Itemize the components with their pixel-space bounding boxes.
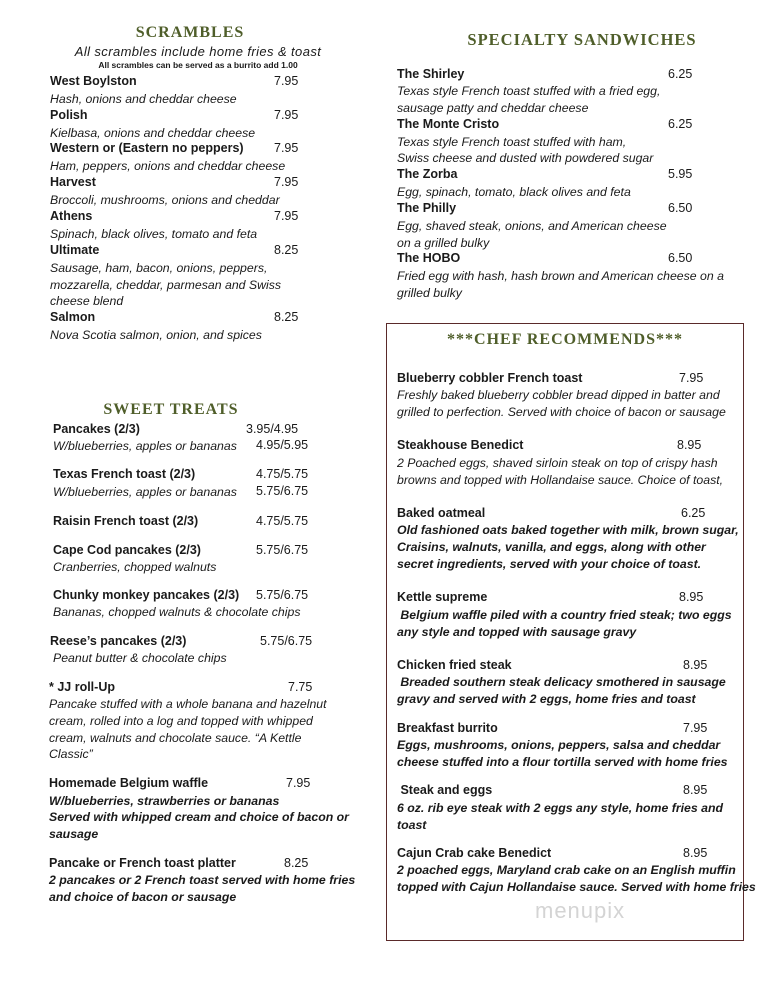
menu-item-desc: any style and topped with sausage gravy — [397, 625, 637, 639]
menu-item-price: 7.95 — [274, 141, 299, 155]
menu-item-name: West Boylston — [50, 74, 137, 88]
menu-item-name: Breakfast burrito — [397, 721, 498, 735]
menu-item-price: 7.95 — [274, 209, 299, 223]
menu-item-name: Blueberry cobbler French toast — [397, 371, 583, 385]
menu-item-price: 5.95 — [668, 167, 693, 181]
menu-item-price: 7.95 — [274, 74, 299, 88]
menu-item-name: Polish — [50, 108, 88, 122]
menu-item-desc: grilled to perfection. Served with choice of bacon or sausage — [397, 405, 726, 419]
menu-item-desc: mozzarella, cheddar, parmesan and Swiss — [50, 278, 282, 292]
menu-item-desc: Peanut butter & chocolate chips — [53, 651, 227, 665]
menu-item-desc: secret ingredients, served with your choice of toast. — [397, 557, 702, 571]
menu-item-price: 7.95 — [679, 371, 704, 385]
menu-item-price: 7.95 — [274, 175, 299, 189]
menu-item-desc: and choice of bacon or sausage — [49, 890, 237, 904]
menu-item-desc: W/blueberries, apples or bananas — [53, 439, 237, 453]
menu-item-name: Homemade Belgium waffle — [49, 776, 209, 790]
menu-item-desc: Freshly baked blueberry cobbler bread dipped in batter and — [397, 388, 720, 402]
menu-item-name: Baked oatmeal — [397, 506, 486, 520]
menu-item-name: Harvest — [50, 175, 96, 189]
menu-item-name: Chicken fried steak — [397, 658, 512, 672]
scrambles-note: All scrambles can be served as a burrito add 1.00 — [98, 60, 298, 70]
menu-item-desc: Eggs, mushrooms, onions, peppers, salsa and cheddar — [397, 738, 721, 752]
menu-item-name: * JJ roll-Up — [49, 680, 115, 694]
menu-item-price: 6.50 — [668, 201, 693, 215]
menu-item-name: The Monte Cristo — [397, 117, 500, 131]
menu-item-desc: Texas style French toast stuffed with ham, — [397, 135, 627, 149]
menu-item-name: Pancakes (2/3) — [53, 422, 140, 436]
menu-item-name: Ultimate — [50, 243, 100, 257]
menu-item-desc: Spinach, black olives, tomato and feta — [50, 227, 258, 241]
menu-item-desc: toast — [397, 818, 427, 832]
menu-item-desc: Texas style French toast stuffed with a fried egg, — [397, 84, 661, 98]
menu-item-desc: Nova Scotia salmon, onion, and spices — [50, 328, 262, 342]
menu-item-name: Steakhouse Benedict — [397, 438, 524, 452]
menu-item-price: 3.95/4.95 — [246, 422, 299, 436]
scrambles-title: SCRAMBLES — [135, 24, 245, 41]
scrambles-subtitle: All scrambles include home fries & toast — [74, 44, 322, 59]
menu-item-price: 8.95 — [677, 438, 702, 452]
menu-item-desc: Kielbasa, onions and cheddar cheese — [50, 126, 256, 140]
menu-item-desc: sausage patty and cheddar cheese — [397, 101, 589, 115]
menu-item-desc: Belgium waffle piled with a country fried steak; two eggs — [397, 608, 732, 622]
menu-item-desc: Hash, onions and cheddar cheese — [50, 92, 237, 106]
menu-item-desc: W/blueberries, strawberries or bananas — [49, 794, 280, 808]
menu-item-price: 6.25 — [681, 506, 706, 520]
menu-item-desc: Broccoli, mushrooms, onions and cheddar — [50, 193, 280, 207]
menu-item-name: Salmon — [50, 310, 96, 324]
menupix-watermark: menupix — [535, 898, 626, 923]
menu-item-price: 5.75/6.75 — [260, 634, 313, 648]
menu-item-desc: browns and topped with Hollandaise sauce. Choice of toast, — [397, 473, 724, 487]
menu-item-price: 4.75/5.75 — [256, 514, 309, 528]
menu-item-name: Steak and eggs — [397, 783, 493, 797]
menu-item-price: 7.95 — [683, 721, 708, 735]
menu-item-desc: sausage — [49, 827, 99, 841]
menu-item-price: 4.75/5.75 — [256, 467, 309, 481]
menu-item-desc: Egg, shaved steak, onions, and American cheese — [397, 219, 667, 233]
menu-item-price: 8.95 — [683, 783, 708, 797]
menu-item-name: The Philly — [397, 201, 457, 215]
menu-item-name: Reese’s pancakes (2/3) — [50, 634, 187, 648]
menu-item-price: 8.95 — [683, 846, 708, 860]
menu-item-desc: Bananas, chopped walnuts & chocolate chips — [53, 605, 301, 619]
menu-item-price: 8.95 — [679, 590, 704, 604]
menu-item-desc: Old fashioned oats baked together with milk, brown sugar, — [397, 523, 739, 537]
menu-item-price: 4.95/5.95 — [256, 438, 309, 452]
menu-item-price: 6.50 — [668, 251, 693, 265]
menu-item-name: The HOBO — [397, 251, 461, 265]
menu-item-desc: cream, walnuts and chocolate sauce. “A Kettle — [49, 731, 302, 745]
menu-item-name: The Shirley — [397, 67, 465, 81]
menu-item-desc: 2 poached eggs, Maryland crab cake on an English muffin — [397, 863, 736, 877]
menu-item-desc: W/blueberries, apples or bananas — [53, 485, 237, 499]
menu-item-price: 5.75/6.75 — [256, 543, 309, 557]
menu-item-name: Raisin French toast (2/3) — [53, 514, 199, 528]
sandwiches-title: SPECIALTY SANDWICHES — [467, 30, 697, 49]
menu-item-desc: Ham, peppers, onions and cheddar cheese — [50, 159, 286, 173]
menu-item-desc: gravy and served with 2 eggs, home fries and toast — [397, 692, 696, 706]
menu-item-desc: cheese blend — [50, 294, 124, 308]
menu-item-name: Cape Cod pancakes (2/3) — [53, 543, 201, 557]
menu-item-desc: 6 oz. rib eye steak with 2 eggs any style, home fries and — [397, 801, 723, 815]
menu-item-desc: Pancake stuffed with a whole banana and hazelnut — [49, 697, 327, 711]
menu-item-name: Texas French toast (2/3) — [53, 467, 196, 481]
menu-item-desc: Breaded southern steak delicacy smothered in sausage — [397, 675, 726, 689]
menu-item-desc: 2 pancakes or 2 French toast served with home fries — [49, 873, 356, 887]
menu-item-name: Western or (Eastern no peppers) — [50, 141, 244, 155]
menu-item-name: The Zorba — [397, 167, 458, 181]
menu-item-desc: Swiss cheese and dusted with powdered sugar — [397, 151, 654, 165]
menu-item-desc: on a grilled bulky — [397, 236, 490, 250]
menu-item-desc: Egg, spinach, tomato, black olives and feta — [397, 185, 631, 199]
menu-item-price: 6.25 — [668, 67, 693, 81]
menu-item-desc: Craisins, walnuts, vanilla, and eggs, along with other — [397, 540, 706, 554]
menu-item-name: Pancake or French toast platter — [49, 856, 236, 870]
menu-item-price: 5.75/6.75 — [256, 484, 309, 498]
menu-item-desc: Classic” — [49, 747, 93, 761]
menu-item-price: 8.25 — [274, 310, 299, 324]
chef-recommends-title: ***CHEF RECOMMENDS*** — [447, 331, 683, 348]
sweet-treats-title: SWEET TREATS — [103, 401, 239, 418]
menu-item-price: 8.25 — [274, 243, 299, 257]
menu-item-price: 7.75 — [288, 680, 313, 694]
menu-item-price: 5.75/6.75 — [256, 588, 309, 602]
menu-item-price: 8.95 — [683, 658, 708, 672]
menu-item-desc: Cranberries, chopped walnuts — [53, 560, 217, 574]
menu-item-name: Chunky monkey pancakes (2/3) — [53, 588, 240, 602]
menu-item-name: Kettle supreme — [397, 590, 488, 604]
menu-item-price: 6.25 — [668, 117, 693, 131]
menu-item-desc: 2 Poached eggs, shaved sirloin steak on top of crispy hash — [397, 456, 718, 470]
menu-item-desc: Served with whipped cream and choice of bacon or — [49, 810, 349, 824]
menu-item-desc: cream, rolled into a log and topped with whipped — [49, 714, 313, 728]
menu-item-desc: Fried egg with hash, hash brown and American cheese on a — [397, 269, 724, 283]
menu-item-name: Athens — [50, 209, 93, 223]
menu-item-desc: cheese stuffed into a flour tortilla served with home fries — [397, 755, 728, 769]
menu-item-price: 8.25 — [284, 856, 309, 870]
menu-item-price: 7.95 — [274, 108, 299, 122]
menu-item-name: Cajun Crab cake Benedict — [397, 846, 552, 860]
menu-item-price: 7.95 — [286, 776, 311, 790]
menu-item-desc: Sausage, ham, bacon, onions, peppers, — [50, 261, 268, 275]
menu-item-desc: grilled bulky — [397, 286, 462, 300]
menu-item-desc: topped with Cajun Hollandaise sauce. Served with home fries — [397, 880, 756, 894]
